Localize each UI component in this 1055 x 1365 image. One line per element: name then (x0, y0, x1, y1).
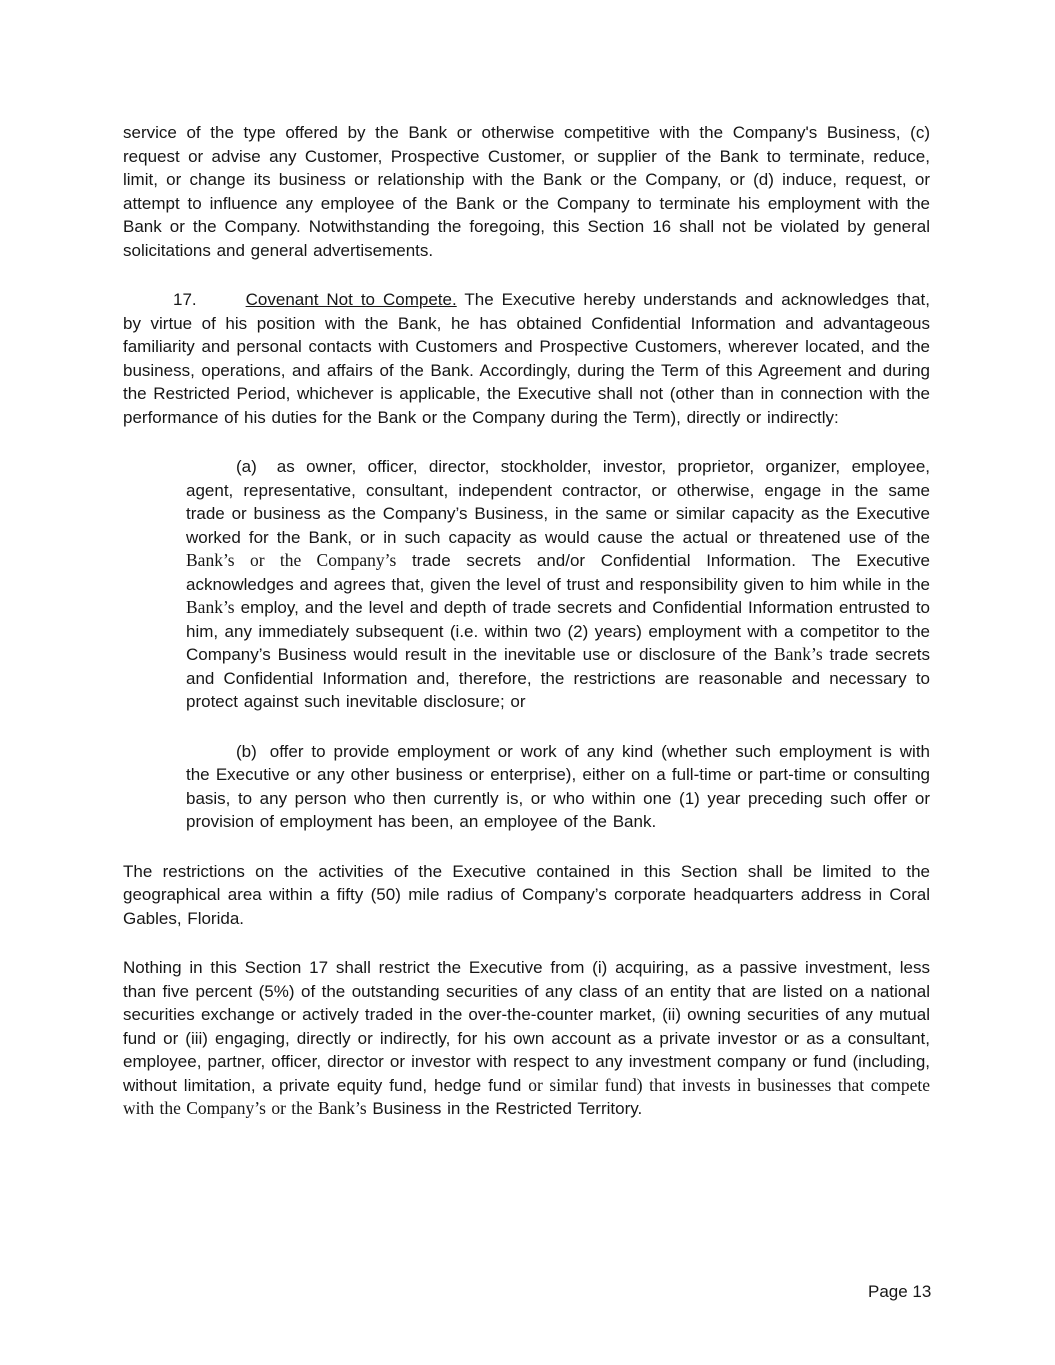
text-run: Bank’s (774, 644, 823, 664)
text-run: Business in the Restricted Territory. (366, 1099, 643, 1118)
tab-space (197, 304, 246, 305)
page-number: Page 13 (868, 1282, 932, 1301)
tab-space (257, 756, 270, 757)
text-run: The Executive hereby understands and acknowledges that, by virtue of his position with the Bank, he has obtained Confidential Information and advantageous familiarity and personal contacts with Customers and Prospective Customers, wherever located, and the business, operations, and affairs of the Bank. Accordingly, during the Term of this Agreement and during the Restricted Period, whichever is applicable, the Executive shall not (other than in connection with the performance of his duties for the Bank or the Company during the Term), directly or indirectly: (123, 290, 930, 427)
text-run: Bank’s (186, 597, 235, 617)
text-run: (b) (236, 741, 257, 761)
clause-heading: Covenant Not to Compete. (245, 290, 457, 309)
text-run: trade secrets and Confidential Information and, therefore, the restrictions are reasonable and necessary to protect against such inevitable disclosure; or (186, 645, 930, 711)
para-permitted-investments (123, 956, 930, 1121)
para-section17-intro (123, 288, 930, 429)
para-clause-b (186, 740, 930, 834)
text-run: (a) (236, 457, 257, 476)
text-run: Bank’s or the Company’s (186, 550, 397, 570)
text-run: employ, and the level and depth of trade secrets and Confidential Information entrusted to him, any immediately subsequent (i.e. within two (2) years) employment with a competitor to the Company’s Business would result in the inevitable use or disclosure of the (186, 598, 930, 664)
text-run: 17. (173, 290, 197, 309)
tab-space (257, 471, 277, 472)
para-clause-a (186, 455, 930, 714)
para-geographic-limit (123, 860, 930, 931)
text-run: Nothing in this Section 17 shall restrict the Executive from (i) acquiring, as a passive investment, less than five percent (5%) of the outstanding securities of any class of an entity that are listed on a national securities exchange or actively traded in the over-the-counter market, (ii) owning securities of any mutual fund or (iii) engaging, directly or indirectly, for his own account as a private investor or as a consultant, employee, partner, officer, director or investor with respect to any investment company or fund (including, without limitation, a private equity fund, hedge fund (123, 958, 930, 1095)
para-section16-continuation (123, 121, 930, 262)
text-run: trade secrets and/or Confidential Information. The Executive acknowledges and agrees that, given the level of trust and responsibility given to him while in the (186, 551, 930, 594)
text-run: as owner, officer, director, stockholder, investor, proprietor, organizer, employee, agent, representative, consultant, independent contractor, or otherwise, engage in the same trade or business as the Company’s Business, in the same or similar capacity as the Executive worked for the Bank, or in such capacity as would cause the actual or threatened use of the (186, 457, 930, 547)
text-run: or similar fund) that invests in businesses that compete with the Company’s or the Bank’s (123, 1074, 930, 1118)
text-run: The restrictions on the activities of the Executive contained in this Section shall be limited to the geographical area within a fifty (50) mile radius of Company’s corporate headquarters address in Coral Gables, Florida. (123, 861, 930, 928)
text-run: offer to provide employment or work of any kind (whether such employment is with the Executive or any other business or enterprise), either on a full-time or part-time or consulting basis, to any person who then currently is, or who within one (1) year preceding such offer or provision of employment has been, an employee of the Bank. (186, 741, 930, 831)
document-body (123, 121, 930, 1147)
text-run: service of the type offered by the Bank or otherwise competitive with the Company's Business, (c) request or advise any Customer, Prospective Customer, or supplier of the Bank to terminate, reduce, limit, or change its business or relationship with the Bank or the Company, or (d) induce, request, or attempt to influence any employee of the Bank or the Company to terminate his employment with the Bank or the Company. Notwithstanding the foregoing, this Section 16 shall not be violated by general solicitations and general advertisements. (123, 123, 930, 260)
